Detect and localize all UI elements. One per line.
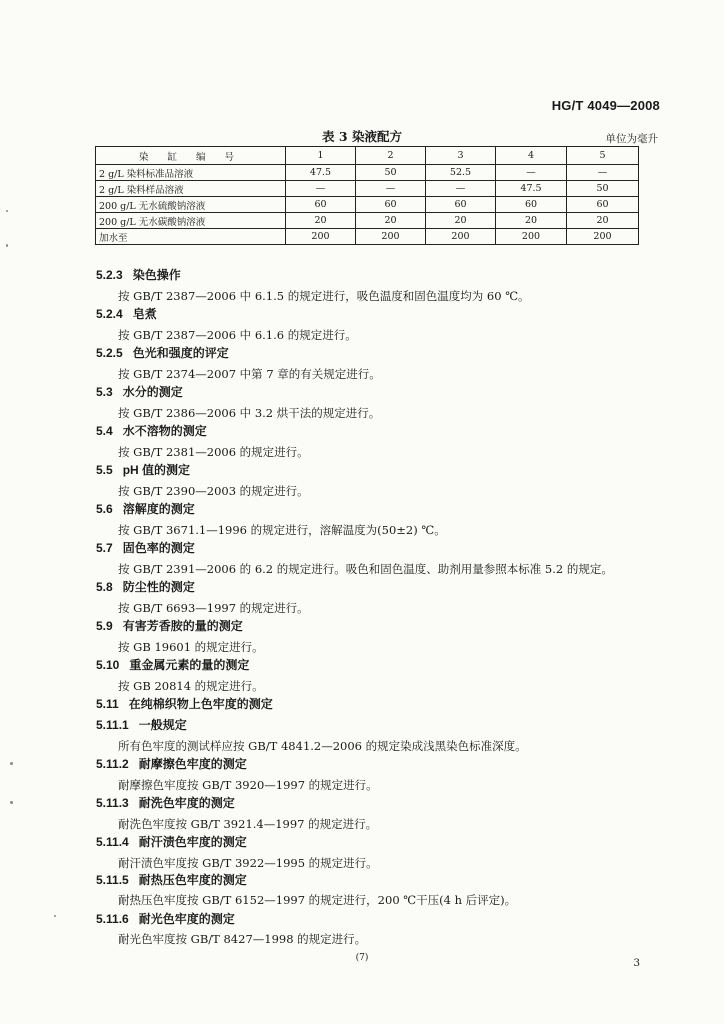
section-heading: 5.4 水不溶物的测定 <box>96 424 207 438</box>
section-body: 按 GB 19601 的规定进行。 <box>118 640 264 654</box>
section-body: 按 GB/T 2386—2006 中 3.2 烘干法的规定进行。 <box>118 406 381 420</box>
section-body: 按 GB/T 2381—2006 的规定进行。 <box>118 445 309 459</box>
table-cell: — <box>567 165 639 181</box>
section-heading: 5.11.1 一般规定 <box>96 718 187 732</box>
section-heading: 5.9 有害芳香胺的量的测定 <box>96 619 243 633</box>
table-cell: 60 <box>286 197 356 213</box>
section-body: 按 GB/T 3671.1—1996 的规定进行，溶解温度为(50±2) ℃。 <box>118 523 446 537</box>
section-body: 耐热压色牢度按 GB/T 6152—1997 的规定进行，200 ℃干压(4 h 后评定)。 <box>118 893 517 907</box>
section-body: 按 GB/T 6693—1997 的规定进行。 <box>118 601 309 615</box>
section-heading: 5.11 在纯棉织物上色牢度的测定 <box>96 697 273 711</box>
table-header-row <box>96 147 639 165</box>
page-number: 3 <box>633 957 640 969</box>
section-body: 耐光色牢度按 GB/T 8427—1998 的规定进行。 <box>118 932 367 946</box>
section-body: 按 GB/T 2387—2006 中 6.1.5 的规定进行，吸色温度和固色温度均为 60 ℃。 <box>118 289 530 303</box>
table-cell: 47.5 <box>496 181 567 197</box>
table-cell: 52.5 <box>426 165 496 181</box>
dye-recipe-table <box>95 146 639 245</box>
table-header-cell: 3 <box>426 147 496 165</box>
standard-code: HG/T 4049—2008 <box>551 98 660 113</box>
table-row <box>96 197 639 213</box>
row-label: 200 g/L 无水硫酸钠溶液 <box>96 197 286 213</box>
table-header-cell: 5 <box>567 147 639 165</box>
row-label: 2 g/L 染料样品溶液 <box>96 181 286 197</box>
table-header-cell: 4 <box>496 147 567 165</box>
table-header-cell: 2 <box>356 147 426 165</box>
section-body: 耐汗渍色牢度按 GB/T 3922—1995 的规定进行。 <box>118 856 378 870</box>
row-label: 加水至 <box>96 229 286 245</box>
table-row <box>96 181 639 197</box>
scan-speck <box>10 762 13 765</box>
section-heading: 5.3 水分的测定 <box>96 385 183 399</box>
table-cell: 20 <box>426 213 496 229</box>
table-cell: — <box>356 181 426 197</box>
section-body: 按 GB 20814 的规定进行。 <box>118 679 264 693</box>
section-body: 耐洗色牢度按 GB/T 3921.4—1997 的规定进行。 <box>118 817 378 831</box>
section-heading: 5.11.5 耐热压色牢度的测定 <box>96 873 247 887</box>
table-cell: 50 <box>356 165 426 181</box>
table-cell: 200 <box>567 229 639 245</box>
table-row <box>96 165 639 181</box>
section-heading: 5.7 固色率的测定 <box>96 541 195 555</box>
section-body: 耐摩擦色牢度按 GB/T 3920—1997 的规定进行。 <box>118 778 378 792</box>
table-row <box>96 229 639 245</box>
section-body: 按 GB/T 2374—2007 中第 7 章的有关规定进行。 <box>118 367 381 381</box>
section-body: 按 GB/T 2390—2003 的规定进行。 <box>118 484 309 498</box>
section-body: 所有色牢度的测试样应按 GB/T 4841.2—2006 的规定染成浅黑染色标准深度。 <box>118 739 527 753</box>
section-body: 按 GB/T 2387—2006 中 6.1.6 的规定进行。 <box>118 328 357 342</box>
scan-speck <box>6 210 8 212</box>
table-row <box>96 213 639 229</box>
section-heading: 5.5 pH 值的测定 <box>96 463 191 477</box>
table-cell: — <box>286 181 356 197</box>
table-cell: 60 <box>496 197 567 213</box>
row-label: 2 g/L 染料标准品溶液 <box>96 165 286 181</box>
section-heading: 5.11.3 耐洗色牢度的测定 <box>96 796 235 810</box>
table-cell: 47.5 <box>286 165 356 181</box>
page-number-parenthesized: (7) <box>355 953 369 963</box>
table-cell: 50 <box>567 181 639 197</box>
table-cell: 200 <box>426 229 496 245</box>
section-heading: 5.10 重金属元素的量的测定 <box>96 658 250 672</box>
table-header-cell: 染 缸 编 号 <box>96 147 286 165</box>
table-header-cell: 1 <box>286 147 356 165</box>
table-cell: 20 <box>286 213 356 229</box>
table-cell: 60 <box>426 197 496 213</box>
table-unit-note: 单位为毫升 <box>605 133 658 145</box>
section-heading: 5.8 防尘性的测定 <box>96 580 195 594</box>
scan-speck <box>54 915 56 917</box>
table-cell: 200 <box>286 229 356 245</box>
section-heading: 5.2.5 色光和强度的评定 <box>96 346 229 360</box>
table-cell: — <box>426 181 496 197</box>
section-heading: 5.2.4 皂煮 <box>96 307 157 321</box>
scan-speck <box>6 244 8 247</box>
table-cell: 200 <box>496 229 567 245</box>
table-cell: 20 <box>567 213 639 229</box>
table-cell: 60 <box>567 197 639 213</box>
section-heading: 5.11.2 耐摩擦色牢度的测定 <box>96 757 247 771</box>
table-cell: — <box>496 165 567 181</box>
table-cell: 20 <box>496 213 567 229</box>
table-cell: 60 <box>356 197 426 213</box>
table-cell: 200 <box>356 229 426 245</box>
section-body: 按 GB/T 2391—2006 的 6.2 的规定进行。吸色和固色温度、助剂用量参照本标准 5.2 的规定。 <box>118 562 613 576</box>
section-heading: 5.2.3 染色操作 <box>96 268 181 282</box>
table-cell: 20 <box>356 213 426 229</box>
section-heading: 5.11.4 耐汗渍色牢度的测定 <box>96 835 247 849</box>
section-heading: 5.6 溶解度的测定 <box>96 502 195 516</box>
row-label: 200 g/L 无水碳酸钠溶液 <box>96 213 286 229</box>
section-heading: 5.11.6 耐光色牢度的测定 <box>96 912 235 926</box>
table-caption: 表 3 染液配方 <box>322 129 402 144</box>
scan-speck <box>10 801 13 804</box>
